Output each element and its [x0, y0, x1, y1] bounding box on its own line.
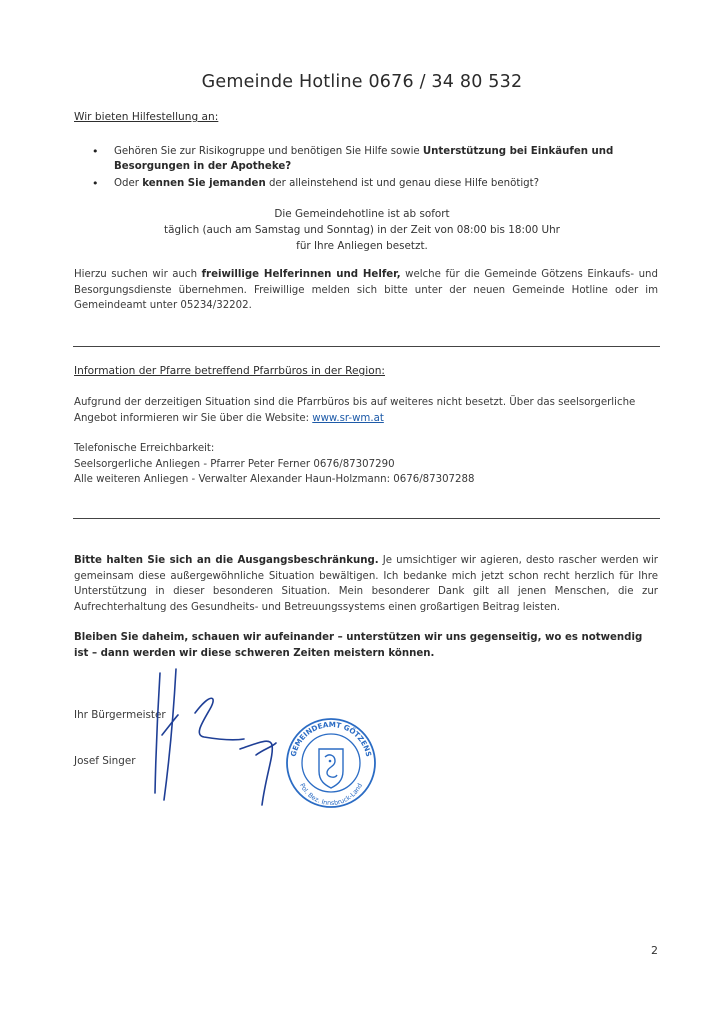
volunteers-paragraph	[74, 267, 658, 314]
handwritten-signature	[140, 665, 300, 815]
municipal-stamp	[283, 715, 379, 811]
hotline-line-3: für Ihre Anliegen besetzt.	[296, 240, 428, 252]
stamp-text-top: GEMEINDEAMT GÖTZENS	[288, 719, 374, 758]
para-text: Je umsichtiger wir agieren, desto rascher werden wir gemeinsam diese außergewöhnliche Situation bewältigen. Ich bedanke mich jetzt schon recht herzlich für Ihre Unterstützung in dieser besonderen Situation. Mein besonderer Dank gilt all jenen Menschen, die zur Aufrechterhaltung des Gesundheits- und Betreuungssystems einen großartigen Beitrag leisten.	[74, 555, 658, 613]
bullet-bold-text: Unterstützung bei Einkäufen und Besorgungen in der Apotheke?	[114, 146, 614, 172]
divider	[73, 346, 660, 347]
pfarre-paragraph	[74, 395, 658, 426]
para-text: Hierzu suchen wir auch	[74, 269, 202, 280]
hotline-line-2: täglich (auch am Samstag und Sonntag) in der Zeit von 08:00 bis 18:00 Uhr	[164, 224, 560, 236]
section-heading-hilfestellung: Wir bieten Hilfestellung an:	[74, 111, 219, 123]
contact-block	[74, 441, 658, 488]
help-bullet-list	[92, 144, 672, 193]
svg-text:Pol. Bez. Innsbruck-Land	[298, 782, 364, 807]
contact-line: Seelsorgerliche Anliegen - Pfarrer Peter Ferner 0676/87307290	[74, 458, 395, 470]
para-text: welche für die Gemeinde Götzens Einkaufs- und Besorgungsdienste übernehmen. Freiwillige melden sich bitte unter der neuen Gemeinde Hotline oder im Gemeindeamt unter 05234/32202.	[74, 269, 658, 311]
bullet-text: Oder	[114, 178, 143, 189]
contact-line: Alle weiteren Anliegen - Verwalter Alexander Haun-Holzmann: 0676/87307288	[74, 474, 475, 485]
contact-title: Telefonische Erreichbarkeit:	[74, 443, 215, 454]
appeal-paragraph: Bleiben Sie daheim, schauen wir aufeinander – unterstützen wir uns gegenseitig, wo es notwendig ist – dann werden wir diese schweren Zeiten meistern können.	[74, 632, 643, 659]
page-number: 2	[651, 944, 658, 957]
section-heading-pfarre: Information der Pfarre betreffend Pfarrbüros in der Region:	[74, 365, 385, 377]
list-item	[92, 176, 672, 191]
para-bold-text: freiwillige Helferinnen und Helfer,	[201, 269, 401, 280]
signatory-name: Josef Singer	[74, 755, 136, 767]
para-text: Aufgrund der derzeitigen Situation sind die Pfarrbüros bis auf weiteres nicht besetzt. Über das seelsorgerliche Angebot informieren wir Sie über die Website:	[74, 397, 636, 424]
bullet-text: der alleinstehend ist und genau diese Hilfe benötigt?	[265, 178, 540, 189]
closing-paragraph	[74, 553, 658, 615]
hotline-line-1: Die Gemeindehotline ist ab sofort	[274, 208, 450, 220]
para-bold-text: Bitte halten Sie sich an die Ausgangsbeschränkung.	[74, 555, 379, 566]
svg-text:GEMEINDEAMT GÖTZENS	[289, 720, 374, 758]
page-title: Gemeinde Hotline 0676 / 34 80 532	[201, 72, 523, 92]
stamp-text-bottom: Pol. Bez. Innsbruck-Land	[298, 781, 364, 808]
divider	[73, 518, 660, 519]
list-item	[92, 144, 672, 174]
bullet-bold-text: kennen Sie jemanden	[142, 178, 266, 189]
hotline-hours-block	[0, 206, 724, 254]
bullet-text: Gehören Sie zur Risikogruppe und benötigen Sie Hilfe sowie	[114, 146, 423, 157]
website-link[interactable]: www.sr-wm.at	[312, 412, 384, 424]
signatory-role: Ihr Bürgermeister	[74, 709, 166, 721]
